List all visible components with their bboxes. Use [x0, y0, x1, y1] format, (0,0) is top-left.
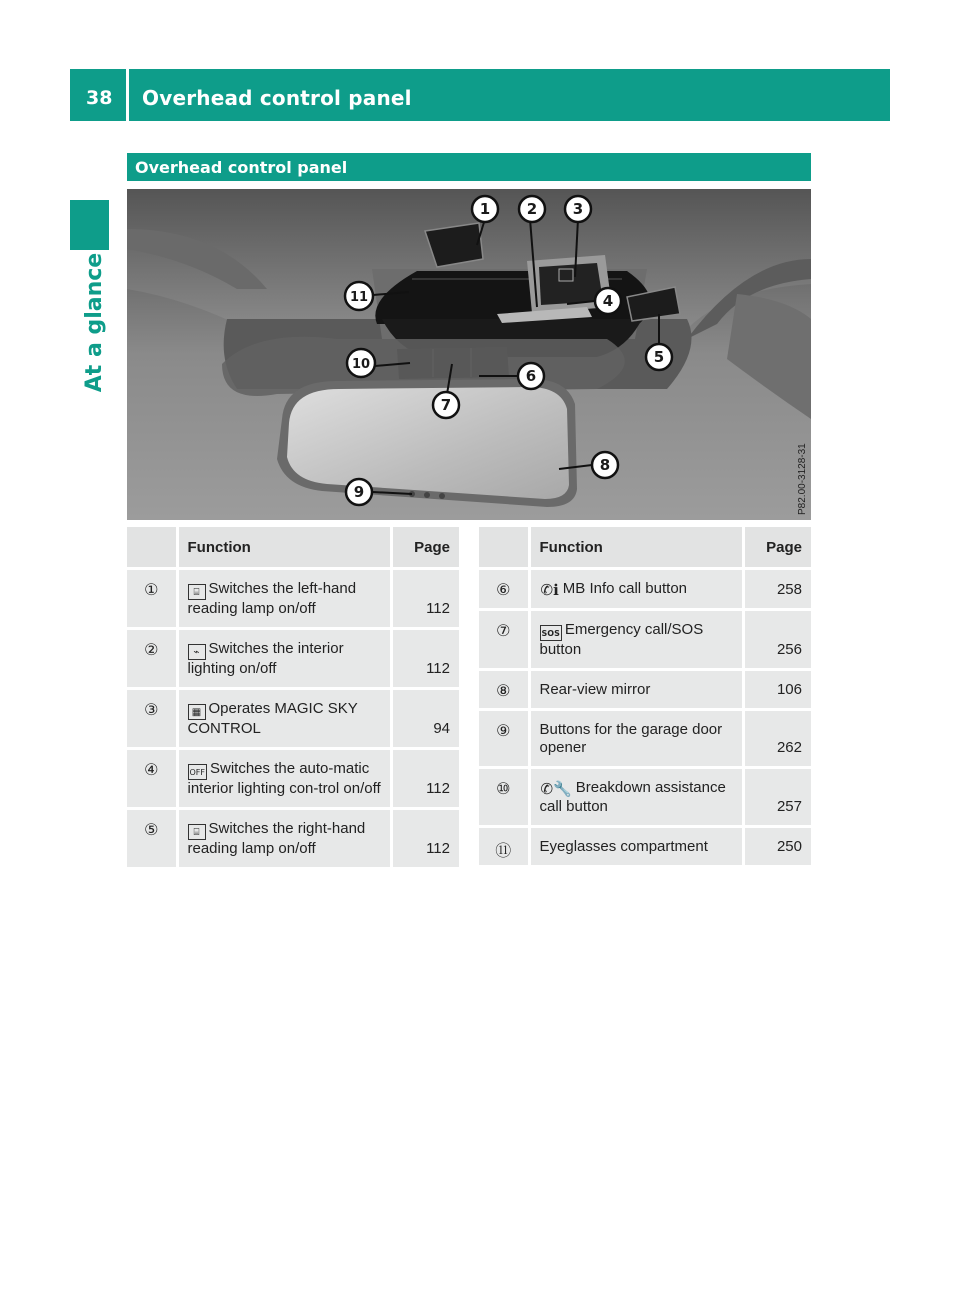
row-function: [177, 689, 391, 749]
function-table-left: [127, 527, 459, 870]
row-num: ⑪: [479, 827, 529, 867]
side-tab: [80, 252, 110, 392]
row-page: 94: [391, 689, 459, 749]
table-row: [127, 629, 459, 689]
magic-sky-icon: ▦: [188, 704, 206, 720]
sos-icon: SOS: [540, 625, 562, 641]
callout-10: [347, 349, 375, 377]
callout-6-label: 6: [525, 367, 537, 385]
callout-1: [472, 196, 498, 222]
row-num: ①: [127, 569, 177, 629]
page-header: [70, 69, 890, 121]
row-text: MB Info call button: [562, 580, 688, 597]
row-page: 106: [743, 670, 811, 710]
callout-11: [345, 282, 373, 310]
table-row: [127, 569, 459, 629]
header-page: Page: [391, 527, 459, 569]
callout-2: [519, 196, 545, 222]
row-page: 112: [391, 749, 459, 809]
side-tab-label: At a glance: [82, 252, 108, 392]
reading-lamp-icon: ⌸: [188, 584, 206, 600]
callout-8: [592, 452, 618, 478]
header-function: Function: [177, 527, 391, 569]
table-row: [127, 809, 459, 869]
section-heading: [127, 153, 811, 181]
header-function: Function: [529, 527, 743, 569]
section-title: Overhead control panel: [135, 158, 348, 177]
row-num: ⑤: [127, 809, 177, 869]
row-page: 262: [743, 710, 811, 768]
callout-10-label: 10: [351, 357, 371, 372]
callout-7-label: 7: [440, 396, 452, 414]
info-call-icon: ✆ℹ: [540, 581, 559, 599]
row-page: 250: [743, 827, 811, 867]
row-num: ⑩: [479, 768, 529, 827]
callout-5-label: 5: [653, 348, 665, 366]
row-text: Switches the interior lighting on/off: [187, 640, 344, 677]
figure-code: P82.00-3128-31: [797, 443, 808, 515]
side-tab-marker: [70, 200, 109, 250]
callout-7: [433, 392, 459, 418]
overhead-panel-photo: [127, 189, 811, 520]
row-text: Switches the right-hand reading lamp on/off: [187, 820, 366, 857]
header-page: Page: [743, 527, 811, 569]
row-function: [177, 749, 391, 809]
row-function: [177, 629, 391, 689]
row-page: 112: [391, 569, 459, 629]
row-num: ⑥: [479, 569, 529, 610]
callout-4-label: 4: [602, 292, 614, 310]
table-row: [127, 689, 459, 749]
row-num: ⑨: [479, 710, 529, 768]
header-num: [479, 527, 529, 569]
callout-9: [346, 479, 372, 505]
row-page: 257: [743, 768, 811, 827]
callout-6: [518, 363, 544, 389]
row-num: ⑦: [479, 610, 529, 670]
row-function: [177, 809, 391, 869]
table-header-row: [127, 527, 459, 569]
row-function: [529, 670, 743, 710]
breakdown-call-icon: ✆🔧: [540, 780, 572, 798]
row-text: Breakdown assistance call button: [539, 779, 726, 815]
table-row: [479, 569, 811, 610]
row-function: [529, 610, 743, 670]
row-text: Buttons for the garage door opener: [539, 721, 723, 756]
table-row: [479, 670, 811, 710]
callout-5: [646, 344, 672, 370]
callout-9-label: 9: [353, 483, 365, 501]
row-text: Switches the auto-matic interior lighting con-trol on/off: [187, 760, 381, 797]
row-function: [529, 569, 743, 610]
row-function: [177, 569, 391, 629]
row-text: Operates MAGIC SKY CONTROL: [187, 700, 358, 737]
function-table-right: [479, 527, 811, 868]
callout-2-label: 2: [526, 200, 538, 218]
table-row: [479, 710, 811, 768]
row-function: [529, 827, 743, 867]
row-num: ⑧: [479, 670, 529, 710]
reading-lamp-icon: ⌸: [188, 824, 206, 840]
header-title: Overhead control panel: [142, 86, 412, 110]
table-row: [479, 827, 811, 867]
header-divider: [126, 69, 129, 121]
row-function: [529, 768, 743, 827]
callout-3: [565, 196, 591, 222]
row-text: Rear-view mirror: [539, 681, 651, 698]
table-row: [479, 768, 811, 827]
row-page: 112: [391, 809, 459, 869]
row-num: ③: [127, 689, 177, 749]
row-page: 256: [743, 610, 811, 670]
table-row: [127, 749, 459, 809]
row-num: ②: [127, 629, 177, 689]
table-row: [479, 610, 811, 670]
callout-11-label: 11: [349, 290, 369, 305]
table-header-row: [479, 527, 811, 569]
row-function: [529, 710, 743, 768]
interior-light-icon: ⌁: [188, 644, 206, 660]
row-num: ④: [127, 749, 177, 809]
row-page: 258: [743, 569, 811, 610]
page-number: 38: [86, 87, 113, 109]
auto-light-icon: OFF: [188, 764, 208, 780]
header-num: [127, 527, 177, 569]
row-text: Switches the left-hand reading lamp on/off: [187, 580, 357, 617]
row-page: 112: [391, 629, 459, 689]
photo-illustration: [127, 189, 811, 520]
row-text: Eyeglasses compartment: [539, 838, 708, 855]
row-text: Emergency call/SOS button: [539, 621, 704, 658]
callout-4: [595, 288, 621, 314]
callout-3-label: 3: [572, 200, 584, 218]
callout-1-label: 1: [479, 200, 491, 218]
callout-8-label: 8: [599, 456, 611, 474]
